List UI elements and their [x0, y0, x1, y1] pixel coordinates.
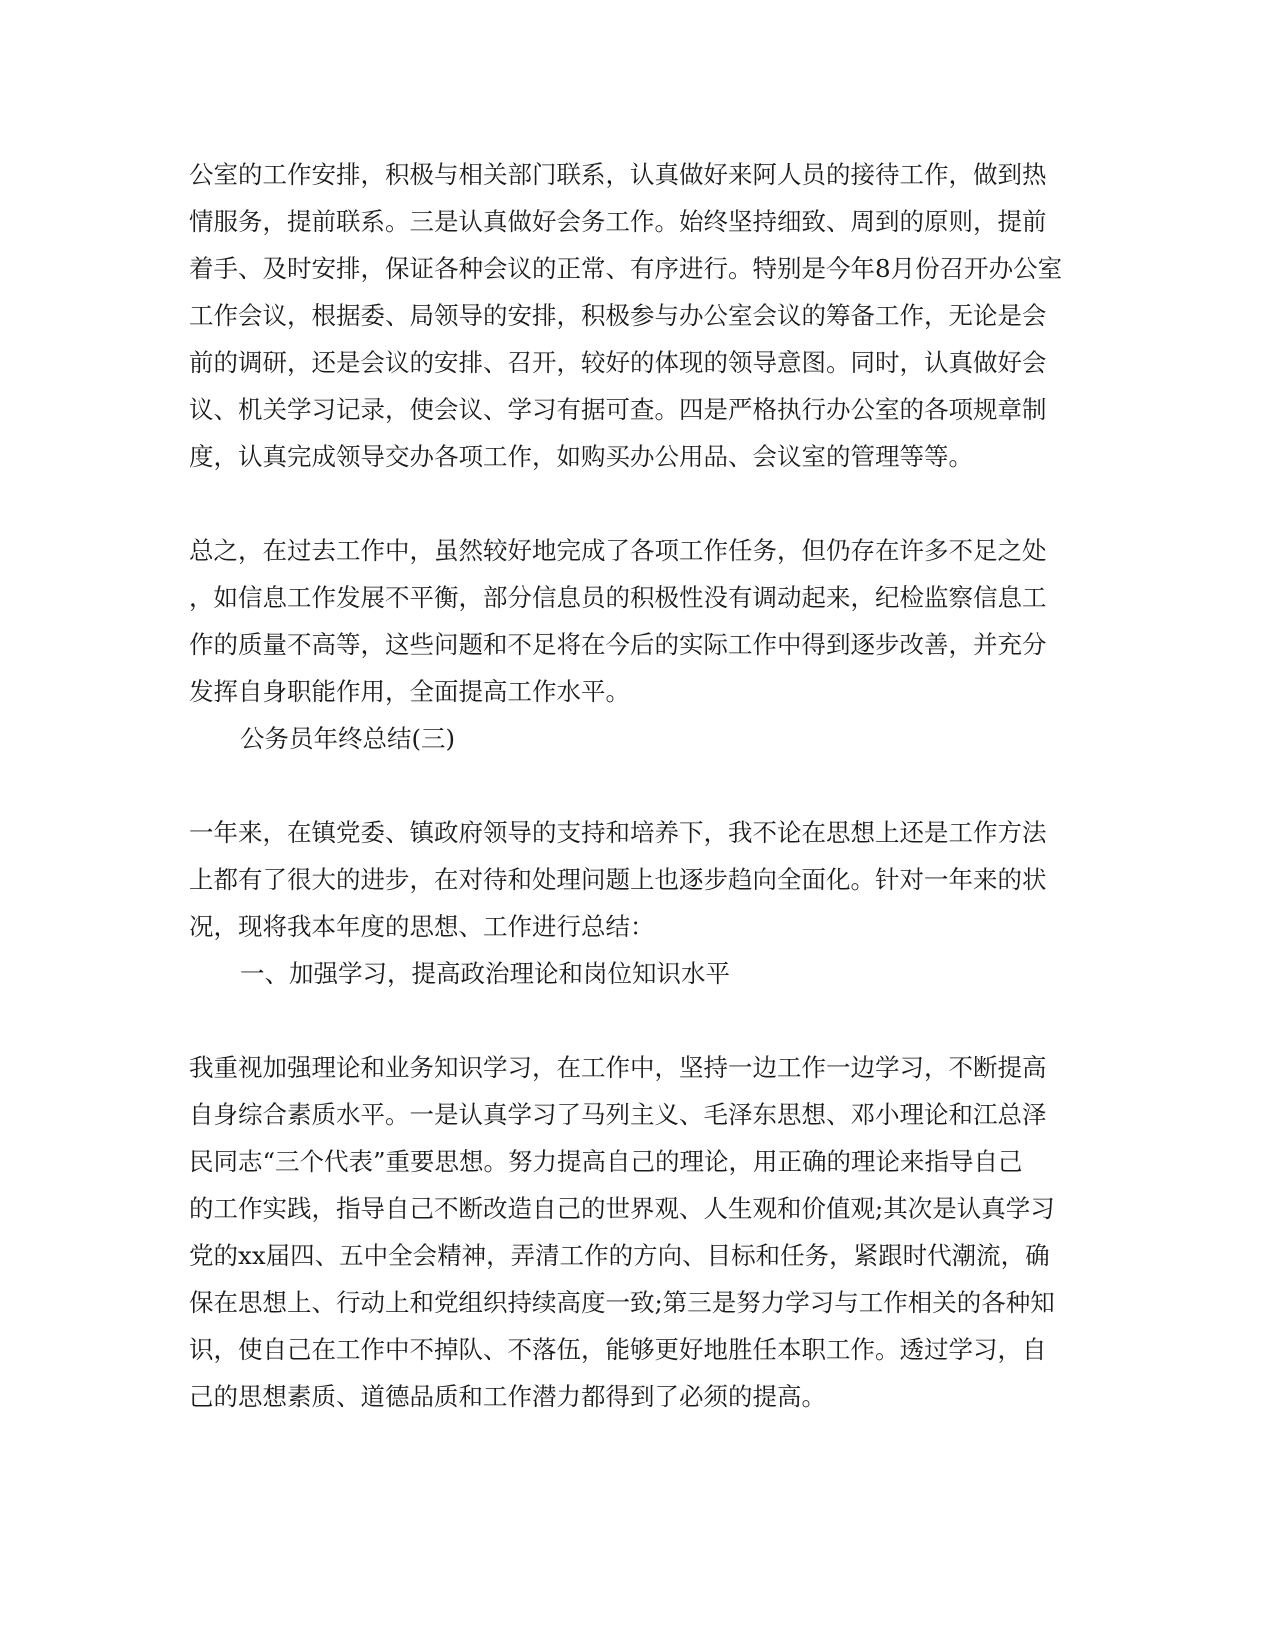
- text-line: 民同志“三个代表”重要思想。努力提高自己的理论，用正确的理论来指导自己: [189, 1147, 1023, 1176]
- text-line: 着手、及时安排，保证各种会议的正常、有序进行。特别是今年8月份召开办公室: [189, 254, 1063, 283]
- text-line: 党的xx届四、五中全会精神，弄清工作的方向、目标和任务，紧跟时代潮流，确: [189, 1241, 1050, 1270]
- text-line: 情服务，提前联系。三是认真做好会务工作。始终坚持细致、周到的原则，提前: [189, 207, 1047, 236]
- text-line: 工作会议，根据委、局领导的安排，积极参与办公室会议的筹备工作，无论是会: [189, 301, 1047, 330]
- text-line: ，如信息工作发展不平衡，部分信息员的积极性没有调动起来，纪检监察信息工: [189, 583, 1047, 612]
- text-line: 议、机关学习记录，使会议、学习有据可查。四是严格执行办公室的各项规章制: [189, 395, 1047, 424]
- text-line: 一年来，在镇党委、镇政府领导的支持和培养下，我不论在思想上还是工作方法: [189, 818, 1047, 847]
- text-line: 前的调研，还是会议的安排、召开，较好的体现的领导意图。同时，认真做好会: [189, 348, 1047, 377]
- text-line: 公室的工作安排，积极与相关部门联系，认真做好来阿人员的接待工作，做到热: [189, 160, 1047, 189]
- text-line: 上都有了很大的进步，在对待和处理问题上也逐步趋向全面化。针对一年来的状: [189, 865, 1047, 894]
- text-line: 我重视加强理论和业务知识学习，在工作中，坚持一边工作一边学习，不断提高: [189, 1053, 1047, 1082]
- text-line: 己的思想素质、道德品质和工作潜力都得到了必须的提高。: [189, 1382, 826, 1411]
- text-line: 度，认真完成领导交办各项工作，如购买办公用品、会议室的管理等等。: [189, 442, 973, 471]
- section-title: 公务员年终总结(三): [240, 724, 456, 753]
- text-line: 识，使自己在工作中不掉队、不落伍，能够更好地胜任本职工作。透过学习，自: [189, 1335, 1047, 1364]
- text-line: 总之，在过去工作中，虽然较好地完成了各项工作任务，但仍存在许多不足之处: [189, 536, 1047, 565]
- text-line: 发挥自身职能作用，全面提高工作水平。: [189, 677, 630, 706]
- text-line: 的工作实践，指导自己不断改造自己的世界观、人生观和价值观;其次是认真学习: [189, 1194, 1055, 1223]
- text-line: 况，现将我本年度的思想、工作进行总结：: [189, 912, 655, 941]
- text-line: 作的质量不高等，这些问题和不足将在今后的实际工作中得到逐步改善，并充分: [189, 630, 1047, 659]
- text-line: 保在思想上、行动上和党组织持续高度一致;第三是努力学习与工作相关的各种知: [189, 1288, 1055, 1317]
- heading-study: 一、加强学习，提高政治理论和岗位知识水平: [240, 959, 730, 988]
- text-line: 自身综合素质水平。一是认真学习了马列主义、毛泽东思想、邓小理论和江总泽: [189, 1100, 1047, 1129]
